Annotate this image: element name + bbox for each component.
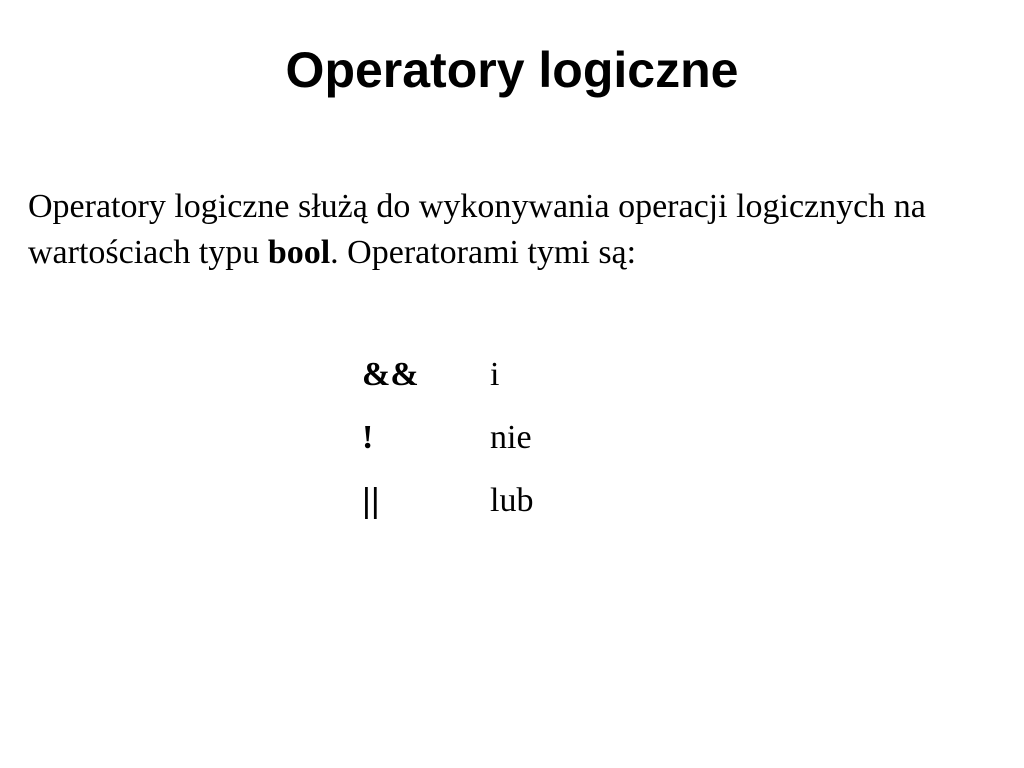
operator-symbol-or: || [362,482,380,520]
operator-row-and [362,350,662,413]
operator-row-not [362,413,662,476]
operators-table [362,350,662,539]
operator-meaning-and: i [490,356,500,393]
intro-text-end: . Operatorami tymi są: [330,234,637,271]
operator-row-or [362,476,662,539]
intro-text-start: Operatory logiczne służą do wykonywania operacji logicznych na wartościach typu [28,188,926,271]
slide-title: Operatory logiczne [285,42,739,98]
operator-symbol-and: && [362,356,419,393]
operator-symbol-not: ! [362,419,374,456]
intro-keyword-bool: bool [267,234,331,271]
intro-paragraph [28,184,1008,276]
operator-meaning-or: lub [490,482,534,519]
operator-meaning-not: nie [490,419,532,456]
